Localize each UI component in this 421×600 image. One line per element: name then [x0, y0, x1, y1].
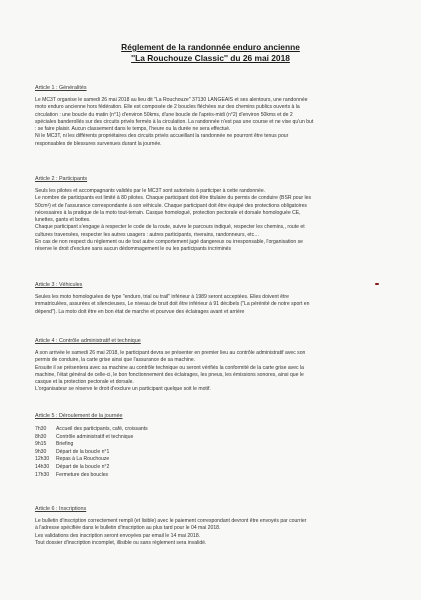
section-heading: Article 4 : Contrôle administratif et technique — [35, 338, 141, 344]
schedule-row — [35, 434, 397, 442]
schedule-row — [35, 472, 397, 480]
text-line: immatriculées, assurées et silencieuses, Le niveau de bruit doit être inférieur à 91 décibels ("La pérénité de notre sport en — [35, 301, 310, 308]
text-line: Le bulletin d'inscription correctement rempli (et lisible) avec le paiement correspondant devront être envoyés par courrier — [35, 518, 307, 524]
section-heading: Article 3 : Véhicules — [35, 282, 83, 288]
text-line: spéciales banderollés sur des circuits privés fermés à la circulation. La randonnée n'est pas une course et ne vise qu'un but — [35, 118, 314, 125]
schedule-label: Départ de la boucle n°2 — [56, 463, 110, 470]
section-body — [35, 97, 397, 148]
section-body — [35, 294, 397, 316]
section-body — [35, 188, 397, 254]
schedule-label: Fermeture des boucles — [56, 471, 109, 478]
schedule-time: 14h30 — [35, 463, 50, 470]
text-line: lunettes, gants et bottes. — [35, 217, 91, 224]
text-line: A son arrivée le samedi 26 mai 2018, le participant devra se présenter en premier lieu au contrôle administratif avec son — [35, 350, 306, 356]
schedule-row — [35, 441, 397, 449]
document-title: Réglement de la randonnée enduro ancienne — [121, 42, 300, 52]
schedule-time: 12h30 — [35, 456, 50, 463]
article-5-deroulement — [35, 412, 397, 479]
text-line: L'organisateur se réserve le droit d'exclure un participant quelque soit le motif. — [35, 386, 211, 393]
schedule-time: 9h30 — [35, 448, 47, 455]
text-line: à l'adresse spécifiée dans le bulletin d'inscription au plus tard pour le 04 mai 2018. — [35, 525, 221, 532]
schedule-label: Contrôle administratif et technique — [56, 433, 134, 440]
schedule-row — [35, 449, 397, 457]
article-3-vehicules — [35, 281, 397, 316]
text-line: dépend"). La moto doit être en bon état de marche et pourvue des éclairages avant et arrière — [35, 308, 245, 315]
schedule-row — [35, 456, 397, 464]
text-line: Ni le MC3T, ni les différents propriétaires des circuits privés accueillant la randonnée ne pourront être tenus pour — [35, 133, 289, 140]
schedule-time: 8h30 — [35, 433, 47, 440]
ink-mark — [375, 283, 379, 285]
text-line: Le nombre de participants est limité à 80 pilotes. Chaque participant doit être titulaire du permis de conduire (BSR pour les — [35, 195, 312, 202]
text-line: machine, l'état général de celle-ci, le bon fonctionnement des éclairages, les pneus, les émissions sonores, ainsi que le — [35, 371, 304, 378]
schedule-label: Briefing — [56, 441, 74, 448]
text-line: Tout dossier d'inscription incomplet, illisible ou sans règlement sera invalidé. — [35, 539, 207, 546]
text-line: Ensuite il se présentera avec sa machine au contrôle technique ou seront vérifiés la conformité de la carte grise avec la — [35, 364, 304, 371]
text-line: 50cm³) et de l'assurance correspondante à son véhicule. Chaque participant doit être équipé des protections obligatoires — [35, 202, 307, 209]
schedule-row — [35, 426, 397, 434]
schedule-list — [35, 426, 397, 479]
text-line: cultures traversées, respecter les autres usagers : autres participants, riverains, randonneurs, etc… — [35, 231, 260, 238]
article-4-controle — [35, 337, 397, 394]
schedule-time: 9h15 — [35, 441, 47, 448]
document-subtitle: ''La Rouchouze Classic'' du 26 mai 2018 — [131, 53, 290, 63]
text-line: réserve le droit d'exclure sans aucun dédommagement le ou les participants incriminés — [35, 246, 232, 253]
text-line: moto enduro ancienne hors fédération. Elle est composée de 2 boucles fléchées sur des chemins publics ouverts à la — [35, 104, 300, 111]
text-line: casque et la protection pectorale et dorsale. — [35, 379, 134, 386]
schedule-time: 7h30 — [35, 426, 47, 432]
text-line: Seuls les pilotes et accompagnants validés par le MC3T sont autorisés à participer à cette randonnée. — [35, 188, 266, 194]
text-line: : se faire plaisir. Aucun classement dans le temps, l'heure ou la durée ne sera effectué. — [35, 126, 231, 133]
schedule-time: 17h30 — [35, 471, 50, 478]
text-line: Chaque participant s'engage à respecter le code de la route, suivre le parcours indiqué, respecter les chemins,, route et — [35, 224, 305, 231]
text-line: nécessaires à la pratique de la moto tout-terrain. Casque homologué, protection pectorale et dorsale homologuée CE, — [35, 209, 301, 216]
section-heading: Article 1 : Généralités — [35, 85, 87, 91]
text-line: permis de conduire, la carte grise ainsi que l'assurance de sa machine. — [35, 357, 196, 364]
text-line: En cas de non respect du règlement ou de tout autre comportement jugé dangereux ou irresponsable, l'organisation se — [35, 239, 303, 246]
schedule-label: Départ de la boucle n°1 — [56, 448, 110, 455]
article-1-generalites — [35, 84, 397, 148]
text-line: responsables de blessures survenues durant la journée. — [35, 140, 162, 147]
section-body — [35, 350, 397, 394]
article-2-participants — [35, 175, 397, 254]
text-line: Les validations des inscription seront envoyées par email le 14 mai 2018. — [35, 532, 201, 539]
text-line: Seules les moto homologuées de type "enduro, trial ou trail" inférieur à 1989 seront acceptées. Elles doivent être — [35, 294, 289, 300]
section-body — [35, 518, 397, 547]
schedule-label: Repas à La Rouchouze — [56, 456, 110, 463]
section-heading: Article 5 : Déroulement de la journée — [35, 413, 123, 419]
schedule-label: Accueil des participants, café, croissants — [56, 426, 148, 432]
text-line: circulation : une boucle du matin (n°1) d'environ 50kms, d'une boucle de l'après-midi (n°2) d'environ 50kms et de 2 — [35, 111, 293, 118]
section-heading: Article 6 : Inscriptions — [35, 506, 87, 512]
text-line: Le MC3T organise le samedi 26 mai 2018 au lieu dit "La Rouchouze" 37130 LANGEAIS et ses alentours, une randonnée — [35, 97, 308, 103]
section-heading: Article 2 : Participants — [35, 176, 88, 182]
schedule-row — [35, 464, 397, 472]
article-6-inscriptions — [35, 505, 397, 547]
